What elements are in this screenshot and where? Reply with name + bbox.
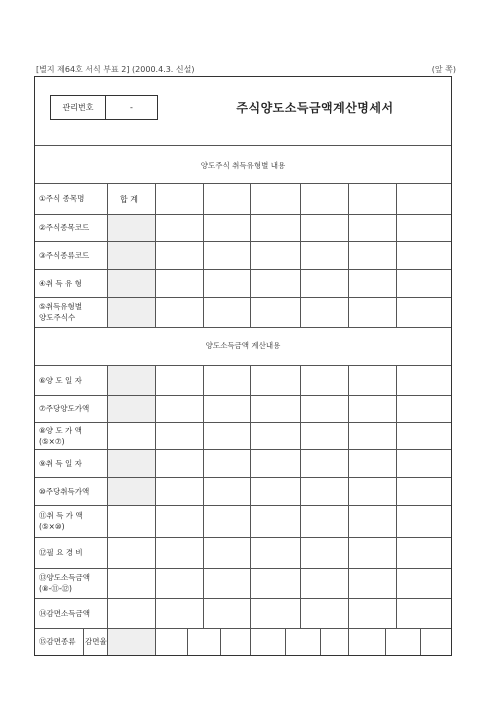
row-label: ⑩주당취득가액 [39,486,90,496]
divider [35,145,451,146]
grid-line [220,628,221,655]
grid-line [35,422,451,423]
management-number-value[interactable]: - [130,103,133,112]
row-label: ⑨취 득 일 자 [39,458,82,468]
grid-line [35,395,451,396]
grid-line [250,365,251,628]
management-number-box [50,95,158,120]
grid-line [203,183,204,327]
grid-line [155,365,156,628]
grid-line [285,628,286,655]
divider [35,183,451,184]
row-label: ⑮감면종류 [39,637,76,646]
grid-line [420,628,421,655]
grid-line [35,449,451,450]
row-label: ②주식종목코드 [39,223,90,232]
row-label: ⑫필 요 경 비 [39,548,83,557]
section-title-calculation: 양도소득금액 계산내용 [205,341,281,350]
page-side-label: (앞 쪽) [431,65,456,74]
grid-line [187,628,188,655]
form-reference: [별지 제64호 서식 부표 2] (2000.4.3. 신설) [36,65,195,74]
reduction-rate-label: 감면율 [85,637,107,646]
grid-line [107,183,108,327]
total-label: 합 계 [120,195,138,204]
grid-line [35,269,451,270]
shaded-cell [108,366,155,422]
grid-line [35,628,451,629]
statement-form [34,76,452,656]
grid-line [35,477,451,478]
grid-line [348,183,349,327]
grid-line [348,365,349,628]
grid-line [320,628,321,655]
grid-line [155,628,156,655]
grid-line [348,628,349,655]
grid-line [35,505,451,506]
row-label: ⑬양도소득금액 (⑧-⑪-⑫) [39,573,90,593]
grid-line [250,628,251,655]
grid-line [35,241,451,242]
grid-line [107,628,108,655]
grid-line [35,297,451,298]
grid-line [155,183,156,327]
grid-line [385,628,386,655]
grid-line [203,365,204,628]
grid-line [35,537,451,538]
grid-line [35,214,451,215]
row-label: ①주식 종목명 [39,194,85,203]
row-label: ⑭감면소득금액 [39,608,90,618]
grid-line [396,365,397,628]
grid-line [107,365,108,655]
row-label: ③주식종류코드 [39,250,90,260]
divider [35,365,451,366]
row-label: ④취 득 유 형 [39,278,82,288]
grid-line [300,183,301,327]
row-label: ⑧양 도 가 액 (⑤×⑦) [39,425,82,446]
shaded-cell [108,629,155,655]
grid-line [396,183,397,327]
grid-line [250,183,251,327]
grid-line [35,598,451,599]
row-label: ⑥양 도 일 자 [39,375,82,385]
grid-line [300,365,301,628]
row-label: ⑪취 득 가 액 (⑤×⑩) [39,511,83,531]
form-title: 주식양도소득금액계산명세서 [236,101,394,115]
grid-line [83,628,84,655]
management-number-label: 관리번호 [51,96,106,119]
grid-line [35,568,451,569]
divider [35,327,451,328]
row-label: ⑤취득유형별 양도주식수 [39,302,82,322]
section-title-acquisition: 양도주식 취득유형별 내용 [200,161,286,170]
row-label: ⑦주당양도가액 [39,404,90,413]
shaded-cell [108,214,155,327]
